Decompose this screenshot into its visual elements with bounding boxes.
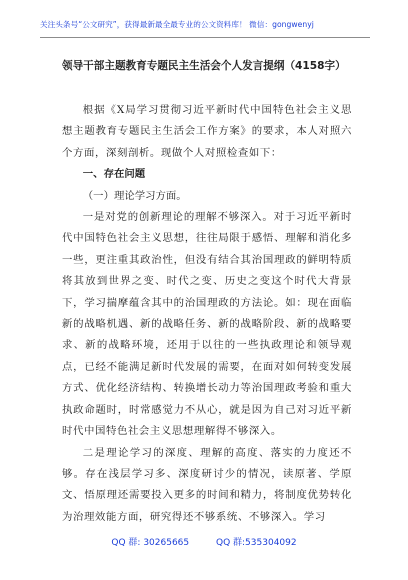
- intro-paragraph: 根据《X局学习贯彻习近平新时代中国特色社会主义思想主题教育专题民主生活会工作方案》的要求，本人对照六个方面，深刻剖析。现做个人对照检查如下：: [62, 104, 352, 159]
- footer-contact: [0, 535, 408, 548]
- subsection-heading: （一）理论学习方面。: [82, 189, 187, 202]
- section-heading: 一、存在问题: [82, 168, 146, 181]
- header-banner: 关注头条号“公文研究”，获得最新最全最专业的公文资料库！ 微信：gongwenyj: [40, 20, 314, 29]
- body-paragraph-1: 一是对党的创新理论的理解不够深入。对于习近平新时代中国特色社会主义思想，往往局限于感悟、理解和消化多一些，更注重其政治性，但没有结合其治国理政的鲜明特质将其放到世界之变、时代之变、历史之变这个时代大背景下，学习揣摩蕴含其中的治国理政的方法论。如：现在面临新的战略机遇、新的战略任务、新的战略阶段、新的战略要求、新的战略环境，还用于以往的一些执政理论和领导观点，已经不能满足新时代发展的需要，在面对如何转变发展方式、优化经济结构、转换增长动力等治国理政考验和重大执政命题时，时常感觉力不从心，就是因为自己对习近平新时代中国特色社会主义思想理解得不够深入。: [62, 211, 352, 438]
- footer-qq-group-2: QQ 群:535304092: [216, 538, 297, 548]
- header-divider: [40, 37, 370, 38]
- body-paragraph-2: 二是理论学习的深度、理解的高度、落实的力度还不够。存在浅层学习多、深度研讨少的情况，读原著、学原文、悟原理还需要投入更多的时间和精力，将制度优势转化为治理效能方面，研究得还不够系统、不够深入。学习: [62, 446, 352, 523]
- footer-qq-group-1: QQ 群: 30265665: [111, 538, 190, 548]
- document-body: [62, 100, 352, 528]
- document-title: 领导干部主题教育专题民主生活会个人发言提纲（4158字）: [62, 60, 346, 72]
